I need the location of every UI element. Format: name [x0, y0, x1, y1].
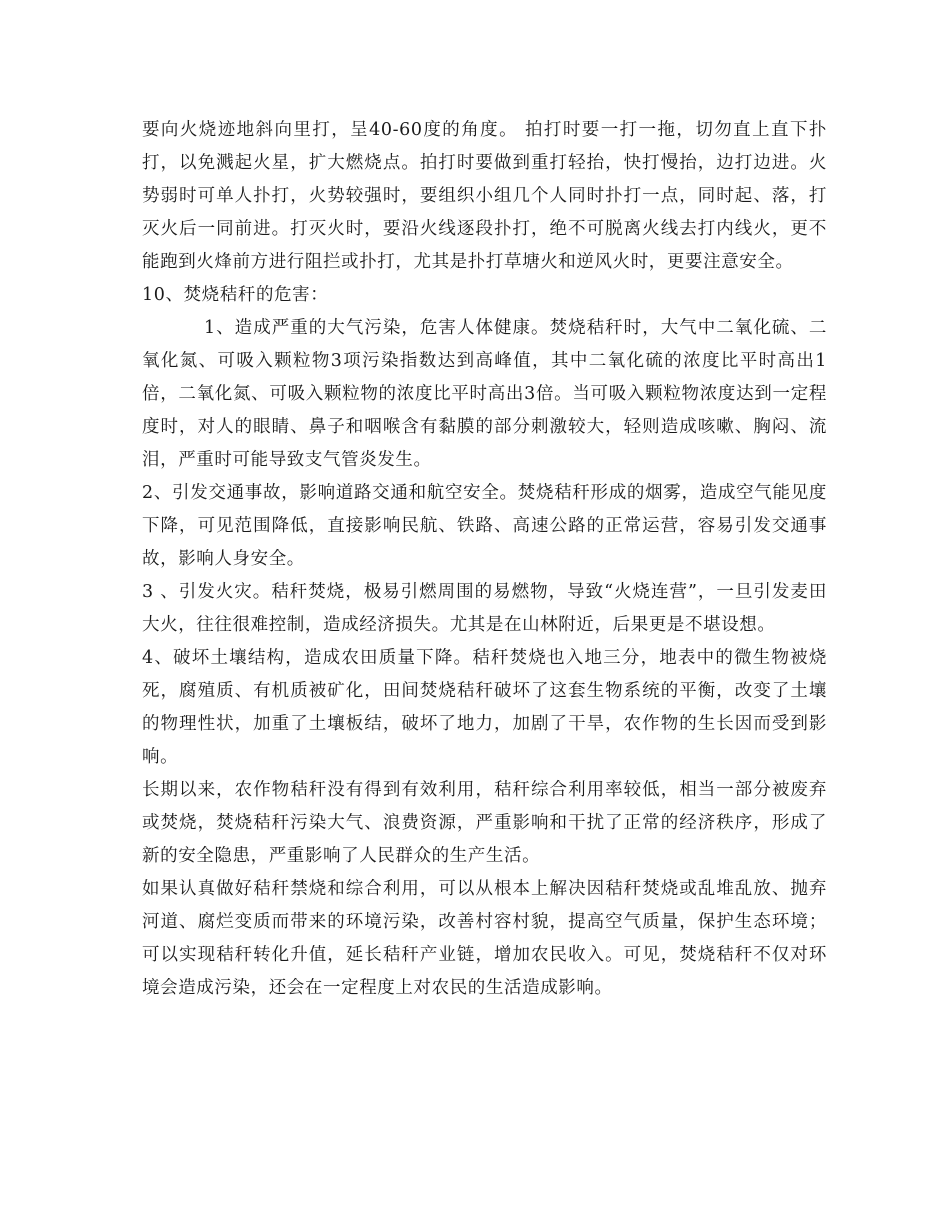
paragraph-firefighting-method: 要向火烧迹地斜向里打，呈40-60度的角度。 拍打时要一打一拖，切勿直上直下扑打，以免溅起火星，扩大燃烧点。拍打时要做到重打轻抬，快打慢抬，边打边进。火势弱时可单人扑打，火势较强时，要组织小组几个人同时扑打一点，同时起、落，打灭火后一同前进。打灭火时，要沿火线逐段扑打，绝不可脱离火线去打内线火，更不能跑到火烽前方进行阻拦或扑打，尤其是扑打草塘火和逆风火时，更要注意安全。 — [142, 120, 827, 272]
paragraph-hazard-fire: 3 、引发火灾。秸秆焚烧，极易引燃周围的易燃物，导致“火烧连营”，一旦引发麦田大火，往往很难控制，造成经济损失。尤其是在山林附近，后果更是不堪设想。 — [142, 582, 827, 635]
paragraph-hazard-air-pollution: 1、造成严重的大气污染，危害人体健康。焚烧秸秆时，大气中二氧化硫、二氧化氮、可吸入颗粒物3项污染指数达到高峰值，其中二氧化硫的浓度比平时高出1倍，二氧化氮、可吸入颗粒物的浓度比平时高出3倍。当可吸入颗粒物浓度达到一定程度时，对人的眼睛、鼻子和咽喉含有黏膜的部分刺激较大，轻则造成咳嗽、胸闷、流泪，严重时可能导致支气管炎发生。 — [142, 318, 827, 470]
section-heading-straw-burning-hazards: 10、焚烧秸秆的危害： — [142, 285, 329, 305]
paragraph-hazard-soil: 4、破坏土壤结构，造成农田质量下降。秸秆焚烧也入地三分，地表中的微生物被烧死，腐殖质、有机质被矿化，田间焚烧秸秆破坏了这套生物系统的平衡，改变了土壤的物理性状，加重了土壤板结，破坏了地力，加剧了干旱，农作物的生长因而受到影响。 — [142, 648, 827, 767]
paragraph-summary-solution: 如果认真做好秸秆禁烧和综合利用，可以从根本上解决因秸秆焚烧或乱堆乱放、抛弃河道、腐烂变质而带来的环境污染，改善村容村貌，提高空气质量，保护生态环境；可以实现秸秆转化升值，延长秸秆产业链，增加农民收入。可见，焚烧秸秆不仅对环境会造成污染，还会在一定程度上对农民的生活造成影响。 — [142, 879, 827, 998]
paragraph-hazard-traffic: 2、引发交通事故，影响道路交通和航空安全。焚烧秸秆形成的烟雾，造成空气能见度下降，可见范围降低，直接影响民航、铁路、高速公路的正常运营，容易引发交通事故，影响人身安全。 — [142, 483, 827, 569]
document-body — [142, 114, 827, 1005]
paragraph-summary-long-term: 长期以来，农作物秸秆没有得到有效利用，秸秆综合利用率较低，相当一部分被废弃或焚烧，焚烧秸秆污染大气、浪费资源，严重影响和干扰了正常的经济秩序，形成了新的安全隐患，严重影响了人民群众的生产生活。 — [142, 780, 827, 866]
